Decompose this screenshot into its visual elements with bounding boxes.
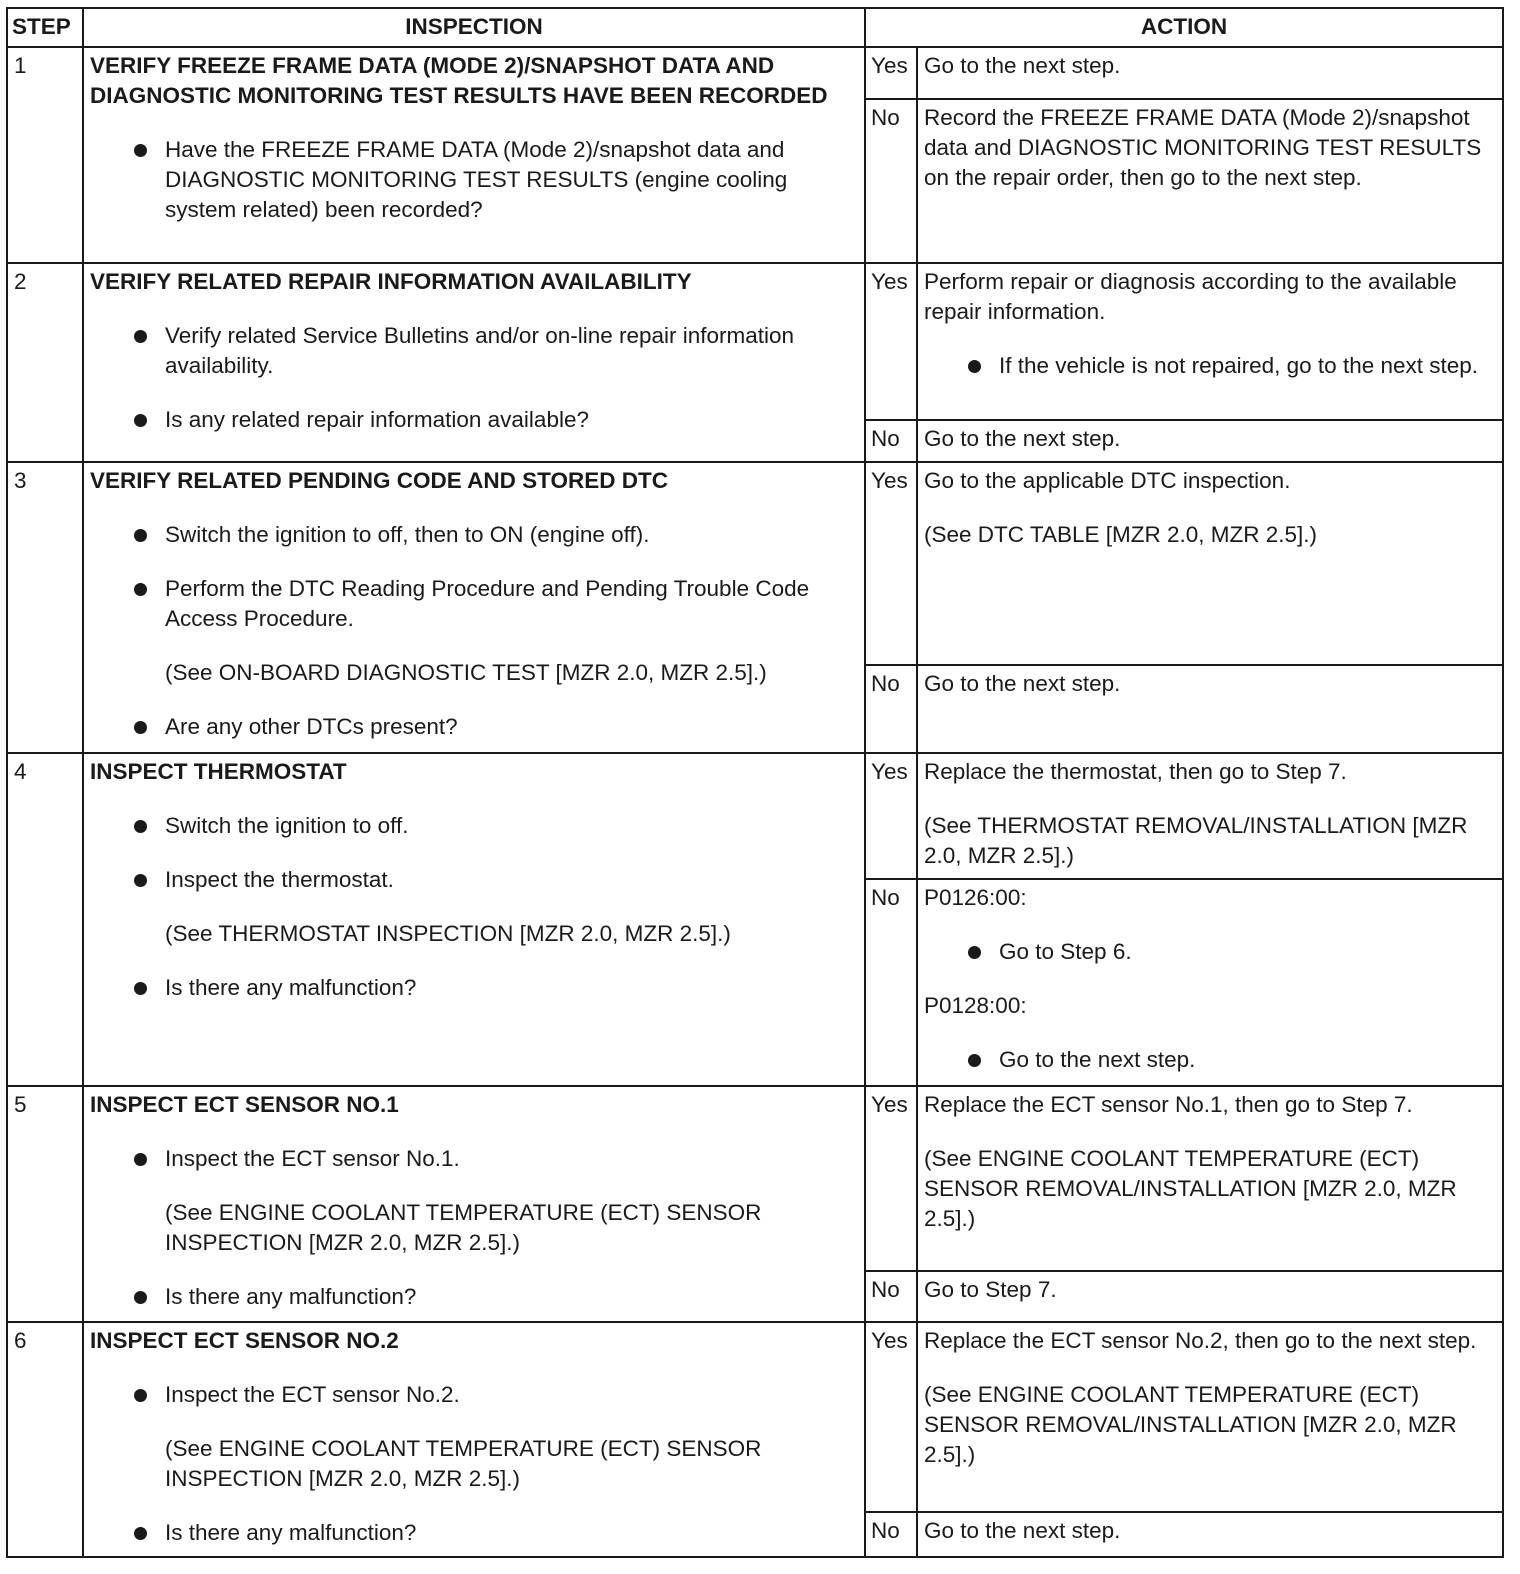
action-text: P0126:00: — [924, 885, 1027, 910]
yes-label: Yes — [865, 753, 917, 879]
header-step: STEP — [7, 8, 83, 47]
action-text: (See ENGINE COOLANT TEMPERATURE (ECT) SENSOR REMOVAL/INSTALLATION [MZR 2.0, MZR 2.5].) — [924, 1146, 1457, 1231]
yes-action-cell — [917, 753, 1503, 879]
inspection-title: VERIFY RELATED PENDING CODE AND STORED DTC — [90, 468, 668, 493]
step-number: 2 — [7, 263, 83, 462]
action-text: Replace the thermostat, then go to Step 7. — [924, 759, 1347, 784]
header-action: ACTION — [865, 8, 1503, 47]
inspection-cell — [83, 462, 865, 753]
step-number: 3 — [7, 462, 83, 753]
yes-action-cell — [917, 47, 1503, 99]
action-bullet: If the vehicle is not repaired, go to the next step. — [924, 351, 1496, 381]
no-label: No — [865, 665, 917, 753]
action-text: P0128:00: — [924, 993, 1027, 1018]
action-text: Go to the next step. — [924, 426, 1121, 451]
yes-label: Yes — [865, 263, 917, 420]
inspection-bullet: Are any other DTCs present? — [90, 712, 858, 742]
inspection-bullet: Perform the DTC Reading Procedure and Pending Trouble Code Access Procedure. — [90, 574, 858, 634]
yes-action-cell — [917, 1322, 1503, 1512]
action-text: Go to the next step. — [924, 1518, 1121, 1543]
action-text: Go to the next step. — [924, 53, 1121, 78]
yes-label: Yes — [865, 1086, 917, 1271]
no-action-cell — [917, 1271, 1503, 1322]
inspection-bullet: Is there any malfunction? — [90, 973, 858, 1003]
inspection-reference: (See ENGINE COOLANT TEMPERATURE (ECT) SENSOR INSPECTION [MZR 2.0, MZR 2.5].) — [165, 1436, 762, 1491]
action-text: Replace the ECT sensor No.1, then go to Step 7. — [924, 1092, 1413, 1117]
table-row — [7, 1086, 1503, 1271]
action-bullet: Go to the next step. — [924, 1045, 1496, 1075]
action-text: Replace the ECT sensor No.2, then go to the next step. — [924, 1328, 1477, 1353]
no-action-cell — [917, 1512, 1503, 1557]
no-label: No — [865, 1512, 917, 1557]
inspection-reference: (See ON-BOARD DIAGNOSTIC TEST [MZR 2.0, MZR 2.5].) — [165, 660, 767, 685]
no-label: No — [865, 1271, 917, 1322]
table-header-row — [7, 8, 1503, 47]
inspection-cell — [83, 1086, 865, 1322]
table-row — [7, 263, 1503, 420]
inspection-bullet: Inspect the ECT sensor No.1. — [90, 1144, 858, 1174]
inspection-bullet: Inspect the ECT sensor No.2. — [90, 1380, 858, 1410]
inspection-title: INSPECT ECT SENSOR NO.1 — [90, 1092, 399, 1117]
header-inspection: INSPECTION — [83, 8, 865, 47]
inspection-bullet: Is there any malfunction? — [90, 1282, 858, 1312]
yes-action-cell — [917, 1086, 1503, 1271]
yes-label: Yes — [865, 462, 917, 665]
table-row — [7, 462, 1503, 665]
inspection-title: VERIFY FREEZE FRAME DATA (MODE 2)/SNAPSHOT DATA AND DIAGNOSTIC MONITORING TEST RESULTS HAVE BEEN RECORDED — [90, 53, 828, 108]
no-action-cell — [917, 879, 1503, 1086]
table-row — [7, 1322, 1503, 1512]
inspection-title: INSPECT THERMOSTAT — [90, 759, 347, 784]
action-text: Go to the applicable DTC inspection. — [924, 468, 1291, 493]
inspection-title: VERIFY RELATED REPAIR INFORMATION AVAILABILITY — [90, 269, 692, 294]
inspection-bullet: Have the FREEZE FRAME DATA (Mode 2)/snapshot data and DIAGNOSTIC MONITORING TEST RESULTS (engine cooling system related) been recorded? — [90, 135, 858, 225]
step-number: 1 — [7, 47, 83, 263]
yes-label: Yes — [865, 1322, 917, 1512]
inspection-bullet: Is there any malfunction? — [90, 1518, 858, 1548]
table-row — [7, 47, 1503, 99]
no-label: No — [865, 879, 917, 1086]
inspection-bullet: Is any related repair information available? — [90, 405, 858, 435]
diagnostic-table — [6, 7, 1504, 1558]
no-label: No — [865, 420, 917, 462]
inspection-reference: (See ENGINE COOLANT TEMPERATURE (ECT) SENSOR INSPECTION [MZR 2.0, MZR 2.5].) — [165, 1200, 762, 1255]
no-action-cell — [917, 99, 1503, 263]
inspection-bullet: Inspect the thermostat. — [90, 865, 858, 895]
action-text: (See DTC TABLE [MZR 2.0, MZR 2.5].) — [924, 522, 1318, 547]
yes-action-cell — [917, 263, 1503, 420]
action-text: (See THERMOSTAT REMOVAL/INSTALLATION [MZR 2.0, MZR 2.5].) — [924, 813, 1468, 868]
action-text: (See ENGINE COOLANT TEMPERATURE (ECT) SENSOR REMOVAL/INSTALLATION [MZR 2.0, MZR 2.5].) — [924, 1382, 1457, 1467]
inspection-cell — [83, 1322, 865, 1557]
action-bullet: Go to Step 6. — [924, 937, 1496, 967]
step-number: 6 — [7, 1322, 83, 1557]
inspection-bullet: Verify related Service Bulletins and/or on-line repair information availability. — [90, 321, 858, 381]
table-body — [7, 47, 1503, 1557]
action-text: Go to Step 7. — [924, 1277, 1057, 1302]
yes-action-cell — [917, 462, 1503, 665]
no-action-cell — [917, 420, 1503, 462]
step-number: 4 — [7, 753, 83, 1086]
inspection-cell — [83, 753, 865, 1086]
no-action-cell — [917, 665, 1503, 753]
inspection-title: INSPECT ECT SENSOR NO.2 — [90, 1328, 399, 1353]
table-row — [7, 753, 1503, 879]
no-label: No — [865, 99, 917, 263]
inspection-reference: (See THERMOSTAT INSPECTION [MZR 2.0, MZR 2.5].) — [165, 921, 731, 946]
step-number: 5 — [7, 1086, 83, 1322]
inspection-cell — [83, 47, 865, 263]
action-text: Perform repair or diagnosis according to the available repair information. — [924, 269, 1457, 324]
inspection-bullet: Switch the ignition to off. — [90, 811, 858, 841]
inspection-cell — [83, 263, 865, 462]
yes-label: Yes — [865, 47, 917, 99]
action-text: Record the FREEZE FRAME DATA (Mode 2)/snapshot data and DIAGNOSTIC MONITORING TEST RESULTS on the repair order, then go to the next step. — [924, 105, 1482, 190]
action-text: Go to the next step. — [924, 671, 1121, 696]
inspection-bullet: Switch the ignition to off, then to ON (engine off). — [90, 520, 858, 550]
